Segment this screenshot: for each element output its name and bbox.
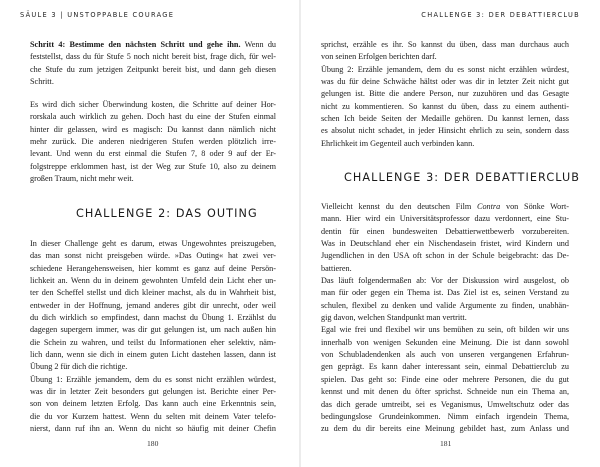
left-outing-line: schiedene Herangehensweisen, hier kommt es ganz auf deine Persön- xyxy=(30,263,276,273)
left-paragraph-horrorskala xyxy=(30,99,276,185)
right-debattierclub-line: das dich gerade umtreibt, sei es Veganismus, Umweltschutz oder das xyxy=(321,399,569,409)
right-debattierclub-line: Das läuft folgendermaßen ab: Vor der Diskussion wird ausgelost, ob xyxy=(321,276,569,286)
right-uebung2-line: gelungen ist. Bitte die andere Person, nur zuzuhören und das Gesagte xyxy=(321,89,569,99)
left-outing-line: du dich wirklich so empfindest, dann machst du Übung 1. Erzählst du xyxy=(30,313,276,323)
right-uebung2-line: es absolut nicht schadet, in jeder Hinsicht ehrlich zu sein, sondern dass xyxy=(321,126,569,136)
right-debattierclub-line: zu dem du dir bereits eine Meinung gebildet hast, zum Anlass und xyxy=(321,424,569,434)
running-head-right: CHALLENGE 3: DER DEBATTIERCLUB xyxy=(421,11,580,19)
left-horrorskala-line: folgstreppe erklommen hast, ist der Weg zur Stufe 10, also zu deinem xyxy=(30,161,276,171)
left-paragraph-outing xyxy=(30,238,276,436)
left-outing-line: was dir in letzter Zeit besonders gut gelungen ist. Berichte einer Per- xyxy=(30,387,276,397)
right-debattierclub-line: schulen, flexibel zu denken und valide Argumente zu finden, unabhän- xyxy=(321,300,569,310)
section-heading-challenge-3: CHALLENGE 3: DER DEBATTIERCLUB xyxy=(344,171,581,184)
left-horrorskala-line: levant. Und wenn du erst einmal die Stufen 7, 8 oder 9 auf der Er- xyxy=(30,149,276,159)
left-step4-line: che Stufe du zum jetzigen Zeitpunkt bereit bist, und dann geh diesen xyxy=(30,64,276,74)
left-outing-line: lich dann, wenn sie dich in einem guten Licht dastehen lassen, dann ist xyxy=(30,350,276,360)
right-debattierclub-line: gen geprägt. Es kann daher interessant sein, einmal Debattierclub zu xyxy=(321,362,569,372)
left-outing-line: nierst, dann ruf ihn an. Wenn du nicht so häufig mit deiner Chefin xyxy=(30,424,276,434)
left-horrorskala-line: hinter dir gelassen, wird es magisch: Du kannst dann nämlich nicht xyxy=(30,124,276,134)
left-horrorskala-line: mehr zurück. Die anderen niedrigeren Stufen werden plötzlich irre- xyxy=(30,137,276,147)
right-uebung2-line: Ehrlichkeit im Gegenteil auch verbinden kann. xyxy=(321,138,475,148)
running-head-left: SÄULE 3 | UNSTOPPABLE COURAGE xyxy=(20,11,175,19)
right-debattierclub-line: Egal wie frei und flexibel wir uns bemühen zu sein, oft bilden wir uns xyxy=(321,325,569,335)
right-debattierclub-line: kennst und mit denen du öfter sprichst. Schneide nun ein Thema an, xyxy=(321,387,569,397)
right-uebung2-line: schen Ich beide Seiten der Medaille gehören. Du kannst lernen, dass xyxy=(321,114,569,124)
right-page xyxy=(300,0,600,467)
left-outing-line: Übung 2 für dich die richtige. xyxy=(30,362,128,372)
right-paragraph-debattierclub xyxy=(321,201,569,436)
left-step4-line: Schritt 4: Bestimme den nächsten Schritt und gehe ihn. Wenn du xyxy=(30,40,277,49)
right-debattierclub-line: Jugendlichen in den USA oft schon in der Schule beigebracht: das De- xyxy=(321,251,569,261)
left-outing-line: In dieser Challenge geht es darum, etwas Ungewohntes preiszugeben, xyxy=(30,239,276,248)
page-number-right: 181 xyxy=(440,439,452,448)
left-paragraph-step4 xyxy=(30,39,276,88)
right-debattierclub-line: spielen. Das geht so: Finde eine oder mehrere Personen, die du gut xyxy=(321,374,569,384)
left-horrorskala-line: Es wird dich sicher Überwindung kosten, die Schritte auf deiner Hor- xyxy=(30,100,276,109)
right-uebung2-line: von seinen Erfolgen berichten darf. xyxy=(321,52,437,62)
right-debattierclub-line: Vielleicht kennst du den deutschen Film Contra von Sönke Wort- xyxy=(321,202,569,211)
right-debattierclub-line: innerhalb von wenigen Sekunden eine Meinung. Die ist dann sowohl xyxy=(321,337,569,347)
left-outing-line: dagegen supergern immer, was dir gut gelungen ist, um nach außen hin xyxy=(30,325,276,335)
right-debattierclub-line: Was in Deutschland eher ein Nischendasein fristet, wird Kindern und xyxy=(321,239,569,249)
page-number-left: 180 xyxy=(147,439,159,448)
left-step4-line: Schritt. xyxy=(30,77,54,87)
right-debattierclub-line: bedingungslose Grundeinkommen. Nimm einfach irgendein Thema, xyxy=(321,411,569,421)
right-debattierclub-line: gig davon, welchen Standpunkt man vertritt. xyxy=(321,313,467,323)
section-heading-challenge-2: CHALLENGE 2: DAS OUTING xyxy=(76,207,258,220)
right-debattierclub-line: man für oder gegen ein Thema ist. Das Ziel ist es, seinen Verstand zu xyxy=(321,288,569,298)
left-horrorskala-line: rorskala auch wirklich zu gehen. Doch hast du eine der Stufen einmal xyxy=(30,112,276,122)
left-outing-line: die Schein zu wahren, und teilst du Informationen eher selektiv, näm- xyxy=(30,337,276,347)
left-step4-line: feststellst, dass du für Stufe 5 noch nicht bereit bist, frage dich, für wel- xyxy=(30,52,276,62)
left-outing-line: lichkeit an. Wenn du in deinem gewohnten Umfeld dein Licht eher un- xyxy=(30,276,276,286)
right-uebung2-line: Übung 2: Erzähle jemandem, dem du es sonst nicht erzählen würdest, xyxy=(321,64,569,74)
left-horrorskala-line: großen Traum, nicht mehr weit. xyxy=(30,174,134,184)
right-paragraph-uebung2 xyxy=(321,39,569,150)
right-debattierclub-line: battieren. xyxy=(321,263,352,273)
right-uebung2-line: sprichst, erzähle es ihr. So kannst du üben, dass man durchaus auch xyxy=(321,40,569,49)
right-uebung2-line: was du für deine Schwäche hältst oder was dir in letzter Zeit nicht gut xyxy=(321,77,569,87)
left-outing-line: Übung 1: Erzähle jemandem, dem du es sonst nicht erzählen würdest, xyxy=(30,374,276,384)
left-outing-line: entweder in der Hoffnung, jemand anderes gibt dir unrecht, oder weil xyxy=(30,300,276,310)
right-debattierclub-line: von Schubladendenken als auch von unseren vergangenen Erfahrun- xyxy=(321,350,569,360)
left-outing-line: das man sonst nicht preisgeben würde. »Das Outing« hat zwei ver- xyxy=(30,251,276,261)
left-outing-line: die du vor Kurzem hattest. Wenn du selten mit deinem Vater telefo- xyxy=(30,411,276,421)
right-uebung2-line: nicht zu kommentieren. So kannst du üben, dass zu einem authenti- xyxy=(321,101,569,111)
right-debattierclub-line: dentin für einen bundesweiten Debattierwettbewerb vorzubereiten. xyxy=(321,226,569,236)
left-outing-line: ter den Scheffel stellst und dich kleiner machst, als du in Wahrheit bist, xyxy=(30,288,276,298)
left-outing-line: son von deinem letzten Erfolg. Das kann auch eine Erkenntnis sein, xyxy=(30,399,276,409)
right-debattierclub-line: mann. Hier wird ein Universitätsprofessor dazu verdonnert, eine Stu- xyxy=(321,214,569,224)
